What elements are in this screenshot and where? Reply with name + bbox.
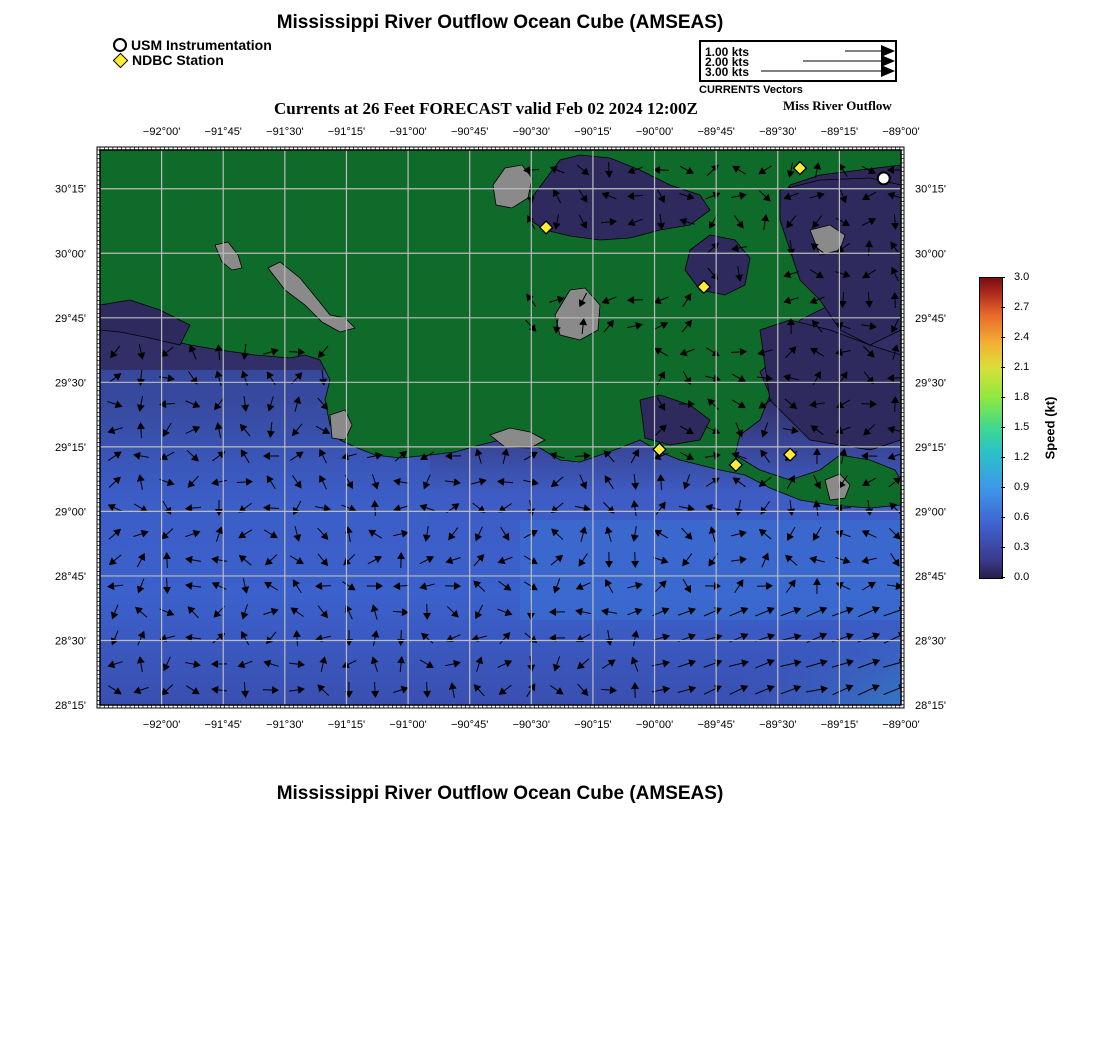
colorbar-tick-label: 0.6: [1014, 511, 1030, 523]
colorbar-label: Speed (kt): [1042, 396, 1058, 460]
usm-station-marker: [878, 172, 890, 184]
footer-title: Mississippi River Outflow Ocean Cube (AMSEAS): [276, 783, 724, 804]
lon-tick-label-top: −90°15': [574, 126, 612, 138]
vector-key-label-2: 2.00 kts: [705, 55, 750, 69]
lat-tick-label-left: 28°15': [55, 700, 86, 712]
colorbar-tick-mark: [1001, 307, 1005, 308]
lon-tick-label-top: −91°00': [389, 126, 427, 138]
legend-usm-label: USM Instrumentation: [131, 37, 272, 53]
colorbar-tick-label: 0.9: [1014, 481, 1030, 493]
map-title: Mississippi River Outflow Ocean Cube (AMSEAS): [276, 12, 724, 33]
colorbar-tick-mark: [1001, 457, 1005, 458]
colorbar-tick-mark: [1001, 367, 1005, 368]
colorbar-tick-label: 2.1: [1014, 361, 1030, 373]
colorbar-tick-mark: [1001, 487, 1005, 488]
lon-tick-label-bottom: −89°00': [882, 719, 920, 731]
lon-tick-label-top: −91°45': [204, 126, 242, 138]
lon-tick-label-top: −89°15': [820, 126, 859, 138]
colorbar-tick-mark: [1001, 427, 1005, 428]
lon-tick-label-bottom: −91°30': [266, 719, 304, 731]
vector-key-label-3: 3.00 kts: [705, 65, 750, 79]
lon-tick-label-top: −90°30': [512, 126, 551, 138]
lon-tick-label-bottom: −90°15': [574, 719, 612, 731]
lon-tick-label-top: −89°00': [882, 126, 920, 138]
lat-tick-label-left: 29°00': [55, 506, 86, 519]
lat-tick-label-right: 29°45': [915, 312, 946, 325]
map-subtitle: Currents at 26 Feet FORECAST valid Feb 02 2024 12:00Z: [274, 99, 698, 118]
lat-tick-label-right: 29°15': [915, 441, 946, 454]
lat-tick-label-right: 30°00': [915, 248, 946, 261]
vector-key-caption: CURRENTS Vectors: [699, 84, 803, 96]
colorbar-tick-label: 1.5: [1014, 421, 1030, 433]
lat-tick-label-left: 29°15': [55, 441, 86, 454]
lon-tick-label-top: −91°30': [266, 126, 304, 138]
lat-tick-label-left: 29°30': [55, 377, 86, 390]
lat-tick-label-right: 30°15': [915, 183, 946, 196]
lat-tick-label-left: 29°45': [55, 312, 86, 325]
lat-tick-label-left: 30°00': [55, 248, 86, 261]
colorbar-tick-label: 0.3: [1014, 541, 1030, 553]
lon-tick-label-bottom: −90°30': [512, 719, 551, 731]
colorbar-tick-mark: [1001, 337, 1005, 338]
colorbar-tick-mark: [1001, 517, 1005, 518]
lon-tick-label-bottom: −91°15': [327, 719, 366, 731]
lat-tick-label-right: 29°30': [915, 377, 946, 390]
lon-tick-label-bottom: −89°30': [759, 719, 797, 731]
lon-tick-label-bottom: −90°00': [635, 719, 674, 731]
lon-tick-label-bottom: −91°00': [389, 719, 427, 731]
lat-tick-label-left: 28°45': [55, 570, 86, 583]
map-area: [100, 150, 1000, 740]
lon-tick-label-bottom: −91°45': [204, 719, 242, 731]
lon-tick-label-top: −90°45': [450, 126, 489, 138]
colorbar-tick-label: 1.8: [1014, 391, 1030, 403]
lon-tick-label-top: −89°30': [759, 126, 797, 138]
lon-tick-label-top: −89°45': [697, 126, 735, 138]
lat-tick-label-right: 28°15': [915, 700, 946, 712]
lat-tick-label-left: 28°30': [55, 635, 86, 648]
legend-ndbc-label: NDBC Station: [132, 52, 224, 68]
speed-colorbar: [979, 277, 1003, 579]
lat-tick-label-left: 30°15': [55, 183, 86, 196]
lon-tick-label-bottom: −89°45': [697, 719, 735, 731]
vector-key-label-1: 1.00 kts: [705, 45, 750, 59]
lon-tick-label-bottom: −90°45': [450, 719, 489, 731]
colorbar-tick-mark: [1001, 577, 1005, 578]
lon-tick-label-top: −91°15': [327, 126, 366, 138]
region-label: Miss River Outflow: [783, 98, 892, 113]
colorbar-tick-label: 1.2: [1014, 451, 1030, 463]
colorbar-tick-label: 2.4: [1014, 331, 1030, 343]
lon-tick-label-bottom: −89°15': [820, 719, 859, 731]
lon-tick-label-top: −92°00': [142, 126, 181, 138]
colorbar-tick-mark: [1001, 397, 1005, 398]
colorbar-tick-mark: [1001, 547, 1005, 548]
colorbar-tick-label: 2.7: [1014, 301, 1030, 313]
colorbar-tick-mark: [1001, 277, 1005, 278]
colorbar-tick-label: 3.0: [1014, 271, 1030, 283]
lat-tick-label-right: 28°45': [915, 570, 946, 583]
lon-tick-label-bottom: −92°00': [142, 719, 181, 731]
lat-tick-label-right: 28°30': [915, 635, 946, 648]
lon-tick-label-top: −90°00': [635, 126, 674, 138]
lat-tick-label-right: 29°00': [915, 506, 946, 519]
colorbar-tick-label: 0.0: [1014, 571, 1030, 583]
